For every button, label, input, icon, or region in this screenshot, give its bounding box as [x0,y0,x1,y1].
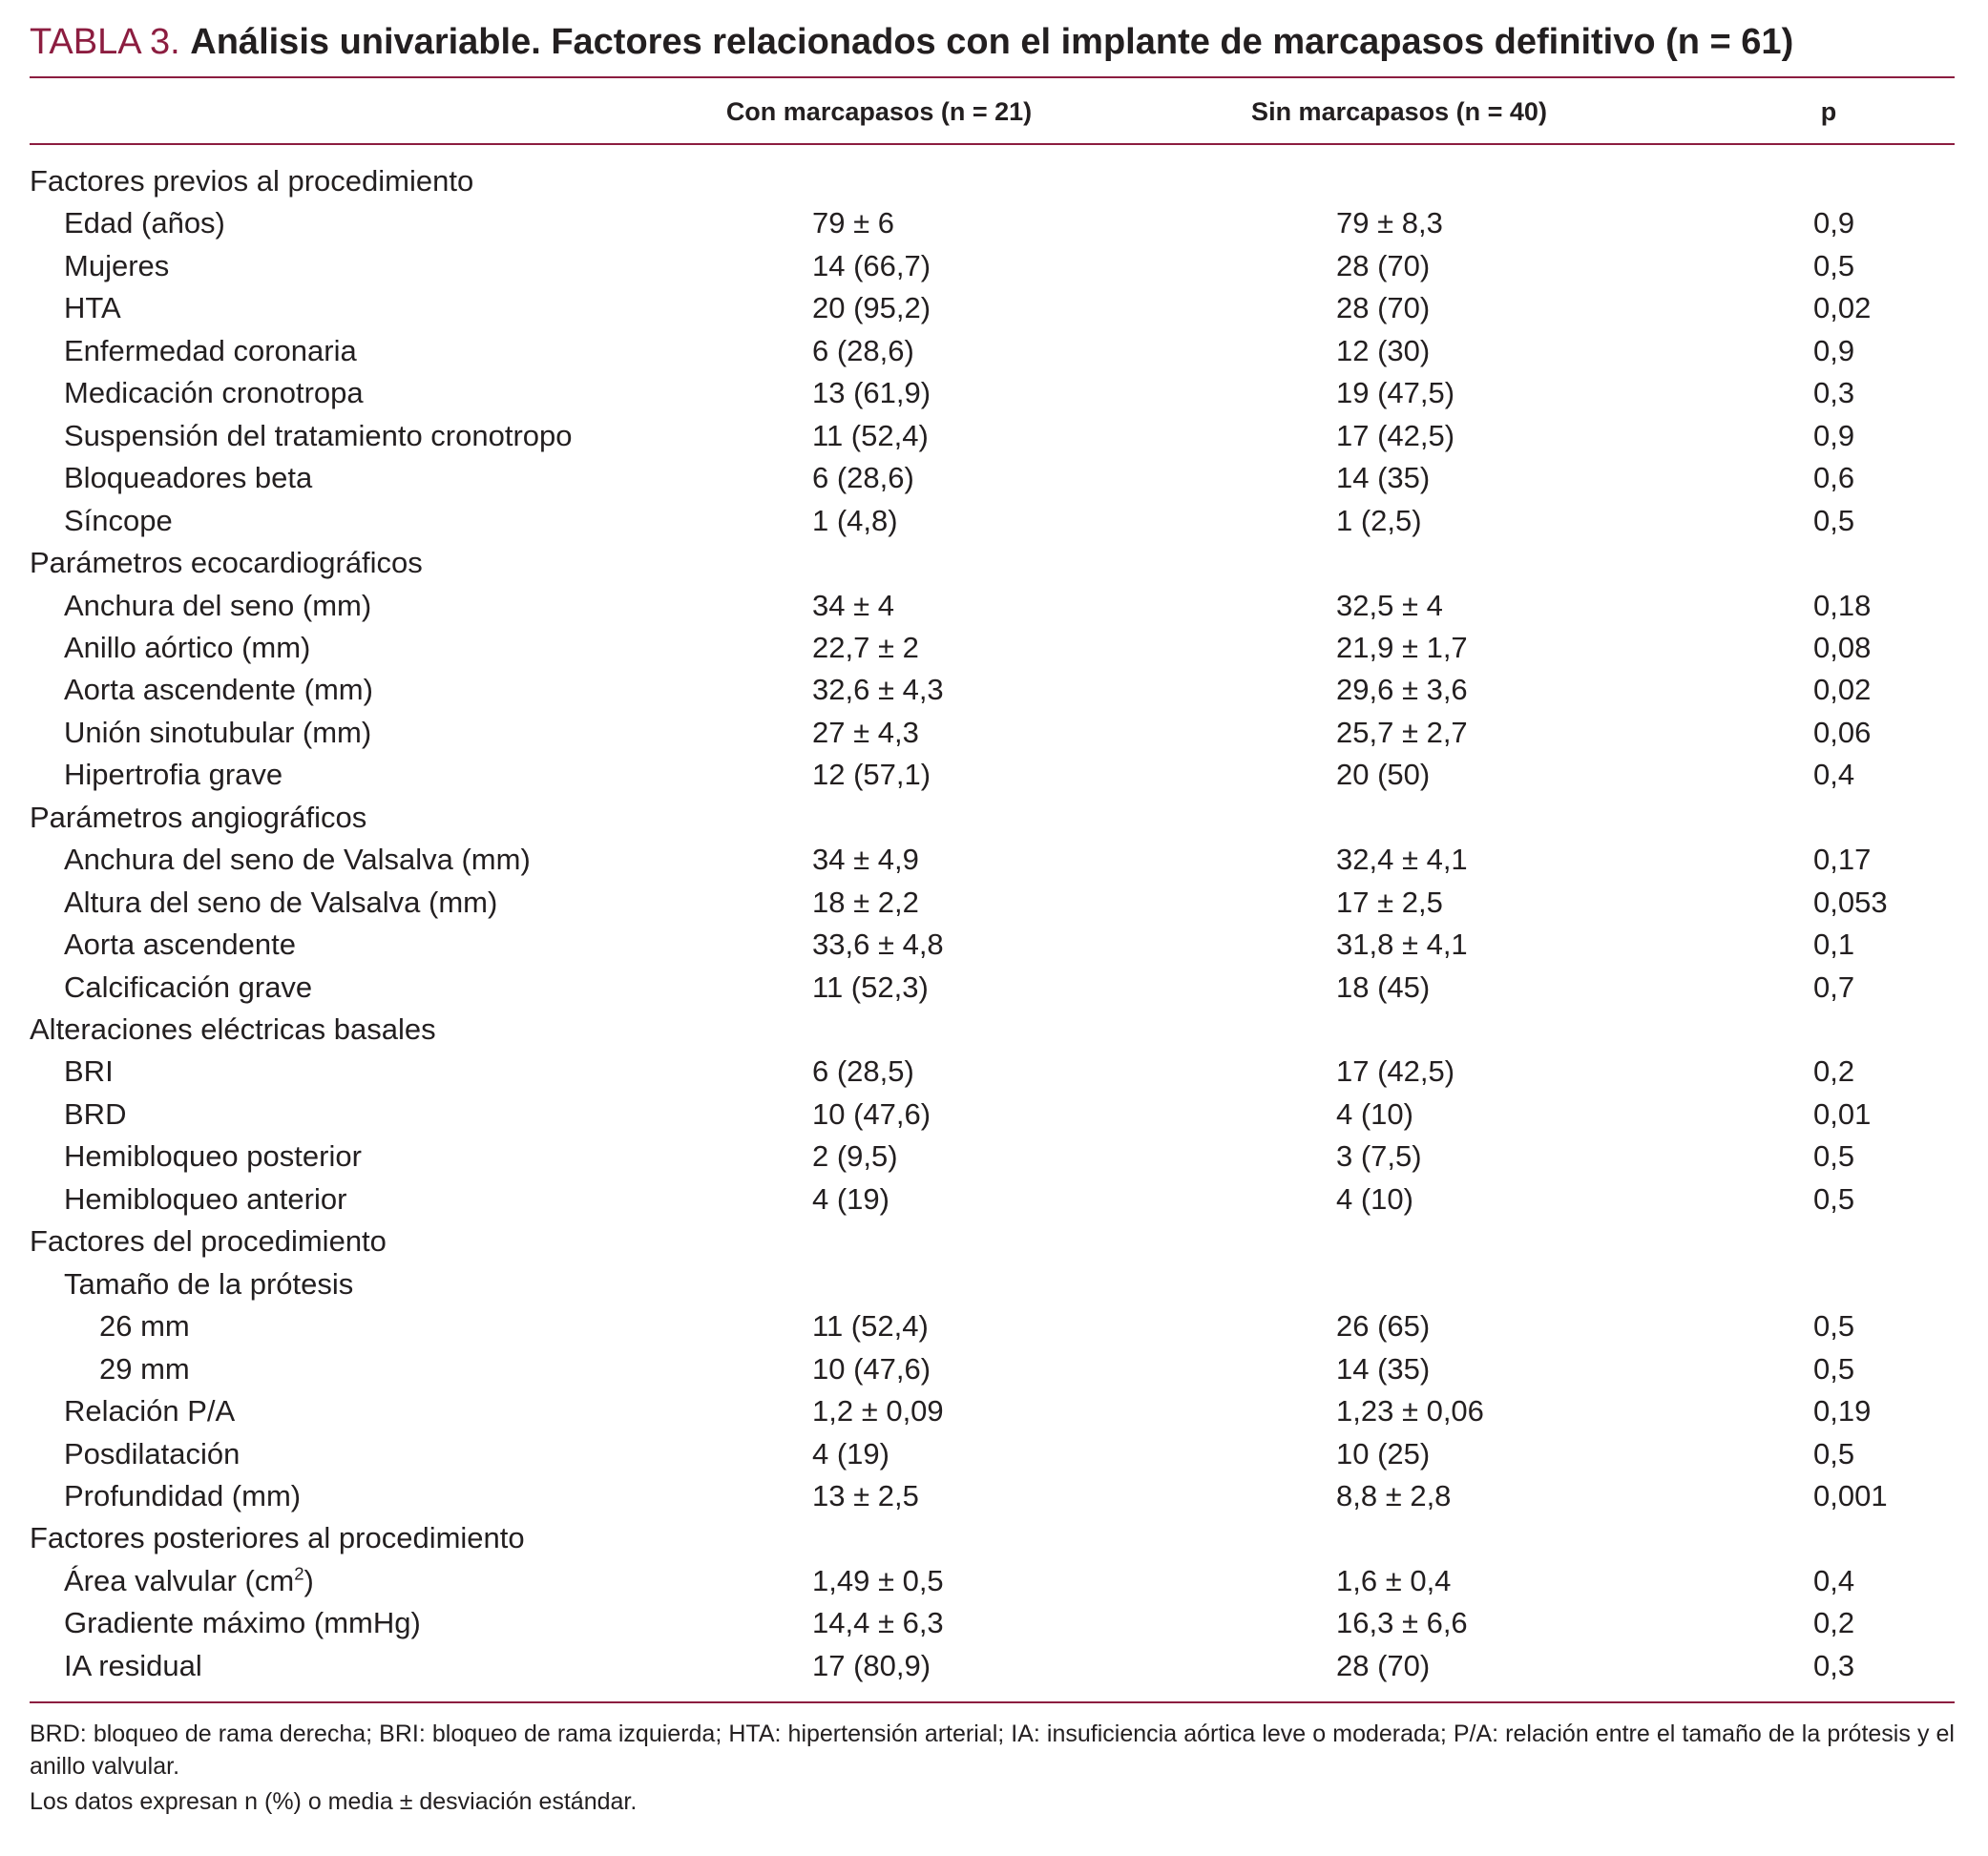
table-row [0,839,1988,881]
row-label-text: Área valvular (cm [64,1563,295,1597]
cell-con-marcapasos: 6 (28,6) [812,461,914,495]
row-label: Hipertrofia grave [64,758,283,792]
cell-sin-marcapasos: 28 (70) [1336,248,1431,282]
table-row [0,754,1988,796]
row-label: Profundidad (mm) [64,1478,302,1512]
row-label: Anillo aórtico (mm) [64,630,311,664]
cell-sin-marcapasos: 14 (35) [1336,1351,1431,1386]
table-row [0,1560,1988,1602]
row-label: Hemibloqueo posterior [64,1139,362,1174]
cell-p-value: 0,1 [1813,928,1855,962]
cell-con-marcapasos: 10 (47,6) [812,1351,931,1386]
cell-con-marcapasos: 4 (19) [812,1181,889,1216]
cell-con-marcapasos: 18 ± 2,2 [812,885,919,919]
cell-sin-marcapasos: 1 (2,5) [1336,503,1422,537]
cell-p-value: 0,3 [1813,376,1855,410]
table-title [30,13,1793,71]
cell-con-marcapasos: 34 ± 4 [812,588,894,622]
row-label: Hemibloqueo anterior [64,1181,347,1216]
cell-p-value: 0,053 [1813,885,1888,919]
row-label: Medicación cronotropa [64,376,364,410]
cell-con-marcapasos: 34 ± 4,9 [812,843,919,877]
cell-p-value: 0,19 [1813,1394,1872,1428]
row-label: Anchura del seno (mm) [64,588,372,622]
cell-p-value: 0,08 [1813,630,1872,664]
cell-sin-marcapasos: 32,4 ± 4,1 [1336,843,1468,877]
table-row [0,202,1988,244]
cell-sin-marcapasos: 12 (30) [1336,333,1431,367]
cell-con-marcapasos: 14,4 ± 6,3 [812,1606,944,1640]
cell-con-marcapasos: 1,2 ± 0,09 [812,1394,944,1428]
row-label: Tamaño de la prótesis [64,1266,354,1301]
row-label: Altura del seno de Valsalva (mm) [64,885,498,919]
table-row [0,287,1988,329]
cell-sin-marcapasos: 1,6 ± 0,4 [1336,1563,1452,1597]
cell-p-value: 0,9 [1813,418,1855,452]
cell-p-value: 0,9 [1813,206,1855,240]
row-label-suffix: ) [303,1563,314,1597]
row-label: Relación P/A [64,1394,236,1428]
row-label: Factores posteriores al procedimiento [30,1521,525,1555]
row-label: Aorta ascendente (mm) [64,673,373,707]
cell-con-marcapasos: 20 (95,2) [812,291,931,325]
row-label: Calcificación grave [64,970,313,1004]
cell-sin-marcapasos: 17 ± 2,5 [1336,885,1443,919]
cell-sin-marcapasos: 28 (70) [1336,1648,1431,1682]
cell-con-marcapasos: 17 (80,9) [812,1648,931,1682]
cell-sin-marcapasos: 4 (10) [1336,1096,1413,1131]
table-row [0,882,1988,924]
cell-sin-marcapasos: 16,3 ± 6,6 [1336,1606,1468,1640]
cell-p-value: 0,5 [1813,503,1855,537]
table-row [0,627,1988,669]
section-header-row [0,1263,1988,1305]
table-row [0,1348,1988,1390]
table-row [0,1178,1988,1220]
row-label: Factores del procedimiento [30,1224,387,1259]
cell-p-value: 0,5 [1813,1139,1855,1174]
cell-con-marcapasos: 27 ± 4,3 [812,715,919,749]
row-label: 29 mm [99,1351,190,1386]
cell-p-value: 0,2 [1813,1054,1855,1089]
row-label: Enfermedad coronaria [64,333,357,367]
cell-con-marcapasos: 4 (19) [812,1436,889,1470]
row-label: Aorta ascendente [64,928,297,962]
header-p: p [1820,97,1837,126]
section-header-row [0,797,1988,839]
section-header-row [0,542,1988,584]
row-label: Parámetros ecocardiográficos [30,546,423,580]
section-header-row [0,160,1988,202]
cell-con-marcapasos: 12 (57,1) [812,758,931,792]
cell-p-value: 0,6 [1813,461,1855,495]
cell-con-marcapasos: 1 (4,8) [812,503,898,537]
row-label: HTA [64,291,121,325]
table-caption: Análisis univariable. Factores relacionados con el implante de marcapasos definitivo (n = 61) [190,22,1794,62]
footnote-abbreviations: BRD: bloqueo de rama derecha; BRI: bloqueo de rama izquierda; HTA: hipertensión arterial; IA: insuficiencia aórtica leve o moderada; P/A: relación entre el tamaño de la prótesis y el anillo valvular. [30,1720,1955,1780]
table-row [0,330,1988,372]
cell-p-value: 0,17 [1813,843,1872,877]
table-row [0,372,1988,414]
cell-con-marcapasos: 79 ± 6 [812,206,894,240]
cell-con-marcapasos: 11 (52,3) [812,970,929,1004]
row-label: Gradiente máximo (mmHg) [64,1606,421,1640]
cell-con-marcapasos: 11 (52,4) [812,418,929,452]
cell-p-value: 0,5 [1813,1436,1855,1470]
section-header-row [0,1009,1988,1051]
cell-con-marcapasos: 1,49 ± 0,5 [812,1563,944,1597]
row-label: Unión sinotubular (mm) [64,715,372,749]
table-number: TABLA 3. [30,22,180,62]
cell-con-marcapasos: 33,6 ± 4,8 [812,928,944,962]
table-row [0,585,1988,627]
table-row [0,1305,1988,1347]
cell-sin-marcapasos: 25,7 ± 2,7 [1336,715,1468,749]
cell-p-value: 0,5 [1813,248,1855,282]
cell-sin-marcapasos: 4 (10) [1336,1181,1413,1216]
table-row [0,457,1988,499]
cell-con-marcapasos: 10 (47,6) [812,1096,931,1131]
cell-con-marcapasos: 13 ± 2,5 [812,1478,919,1512]
cell-sin-marcapasos: 79 ± 8,3 [1336,206,1443,240]
cell-p-value: 0,4 [1813,758,1855,792]
table-row [0,245,1988,287]
cell-p-value: 0,4 [1813,1563,1855,1597]
cell-sin-marcapasos: 14 (35) [1336,461,1431,495]
header-con-marcapasos: Con marcapasos (n = 21) [725,97,1033,126]
cell-sin-marcapasos: 17 (42,5) [1336,1054,1455,1089]
cell-p-value: 0,06 [1813,715,1872,749]
cell-sin-marcapasos: 31,8 ± 4,1 [1336,928,1468,962]
table-row [0,1136,1988,1178]
header-sin-marcapasos: Sin marcapasos (n = 40) [1251,97,1547,126]
cell-sin-marcapasos: 28 (70) [1336,291,1431,325]
cell-p-value: 0,5 [1813,1309,1855,1344]
cell-sin-marcapasos: 32,5 ± 4 [1336,588,1443,622]
cell-sin-marcapasos: 26 (65) [1336,1309,1431,1344]
row-label: BRI [64,1054,114,1089]
table-row [0,1390,1988,1432]
cell-p-value: 0,02 [1813,673,1872,707]
row-label: Bloqueadores beta [64,461,313,495]
cell-sin-marcapasos: 18 (45) [1336,970,1431,1004]
table-row [0,924,1988,966]
cell-p-value: 0,9 [1813,333,1855,367]
row-label: IA residual [64,1648,202,1682]
table-row [0,1094,1988,1136]
row-label: Suspensión del tratamiento cronotropo [64,418,573,452]
row-label: Posdilatación [64,1436,241,1470]
row-label: Mujeres [64,248,170,282]
cell-sin-marcapasos: 19 (47,5) [1336,376,1455,410]
cell-sin-marcapasos: 17 (42,5) [1336,418,1455,452]
cell-con-marcapasos: 13 (61,9) [812,376,931,410]
header-rule [30,143,1955,145]
cell-p-value: 0,18 [1813,588,1872,622]
cell-sin-marcapasos: 10 (25) [1336,1436,1431,1470]
cell-con-marcapasos: 6 (28,5) [812,1054,914,1089]
section-header-row [0,1220,1988,1262]
cell-con-marcapasos: 6 (28,6) [812,333,914,367]
row-label-superscript: 2 [294,1563,304,1584]
cell-con-marcapasos: 22,7 ± 2 [812,630,919,664]
table-row [0,1051,1988,1093]
cell-p-value: 0,5 [1813,1351,1855,1386]
cell-p-value: 0,01 [1813,1096,1872,1131]
cell-sin-marcapasos: 20 (50) [1336,758,1431,792]
cell-con-marcapasos: 11 (52,4) [812,1309,929,1344]
row-label: Edad (años) [64,206,225,240]
row-label: Síncope [64,503,173,537]
table-row [0,712,1988,754]
cell-p-value: 0,02 [1813,291,1872,325]
row-label: BRD [64,1096,127,1131]
section-header-row [0,1517,1988,1559]
table-row [0,415,1988,457]
cell-p-value: 0,7 [1813,970,1855,1004]
cell-con-marcapasos: 32,6 ± 4,3 [812,673,944,707]
row-label: 26 mm [99,1309,190,1344]
cell-con-marcapasos: 2 (9,5) [812,1139,898,1174]
cell-p-value: 0,001 [1813,1478,1888,1512]
table-row [0,669,1988,711]
table-row [0,1602,1988,1644]
cell-con-marcapasos: 14 (66,7) [812,248,931,282]
row-label: Anchura del seno de Valsalva (mm) [64,843,531,877]
cell-p-value: 0,3 [1813,1648,1855,1682]
table-row [0,500,1988,542]
bottom-rule [30,1701,1955,1703]
table-row [0,967,1988,1009]
cell-sin-marcapasos: 1,23 ± 0,06 [1336,1394,1484,1428]
footnote-data-note: Los datos expresan n (%) o media ± desviación estándar. [30,1788,638,1815]
top-rule [30,76,1955,78]
row-label [64,1560,314,1602]
cell-sin-marcapasos: 21,9 ± 1,7 [1336,630,1468,664]
table-row [0,1433,1988,1475]
cell-sin-marcapasos: 8,8 ± 2,8 [1336,1478,1452,1512]
table-row [0,1475,1988,1517]
table-row [0,1645,1988,1687]
row-label: Parámetros angiográficos [30,800,367,834]
cell-sin-marcapasos: 29,6 ± 3,6 [1336,673,1468,707]
cell-sin-marcapasos: 3 (7,5) [1336,1139,1422,1174]
cell-p-value: 0,5 [1813,1181,1855,1216]
cell-p-value: 0,2 [1813,1606,1855,1640]
row-label: Factores previos al procedimiento [30,164,474,198]
row-label: Alteraciones eléctricas basales [30,1012,436,1046]
